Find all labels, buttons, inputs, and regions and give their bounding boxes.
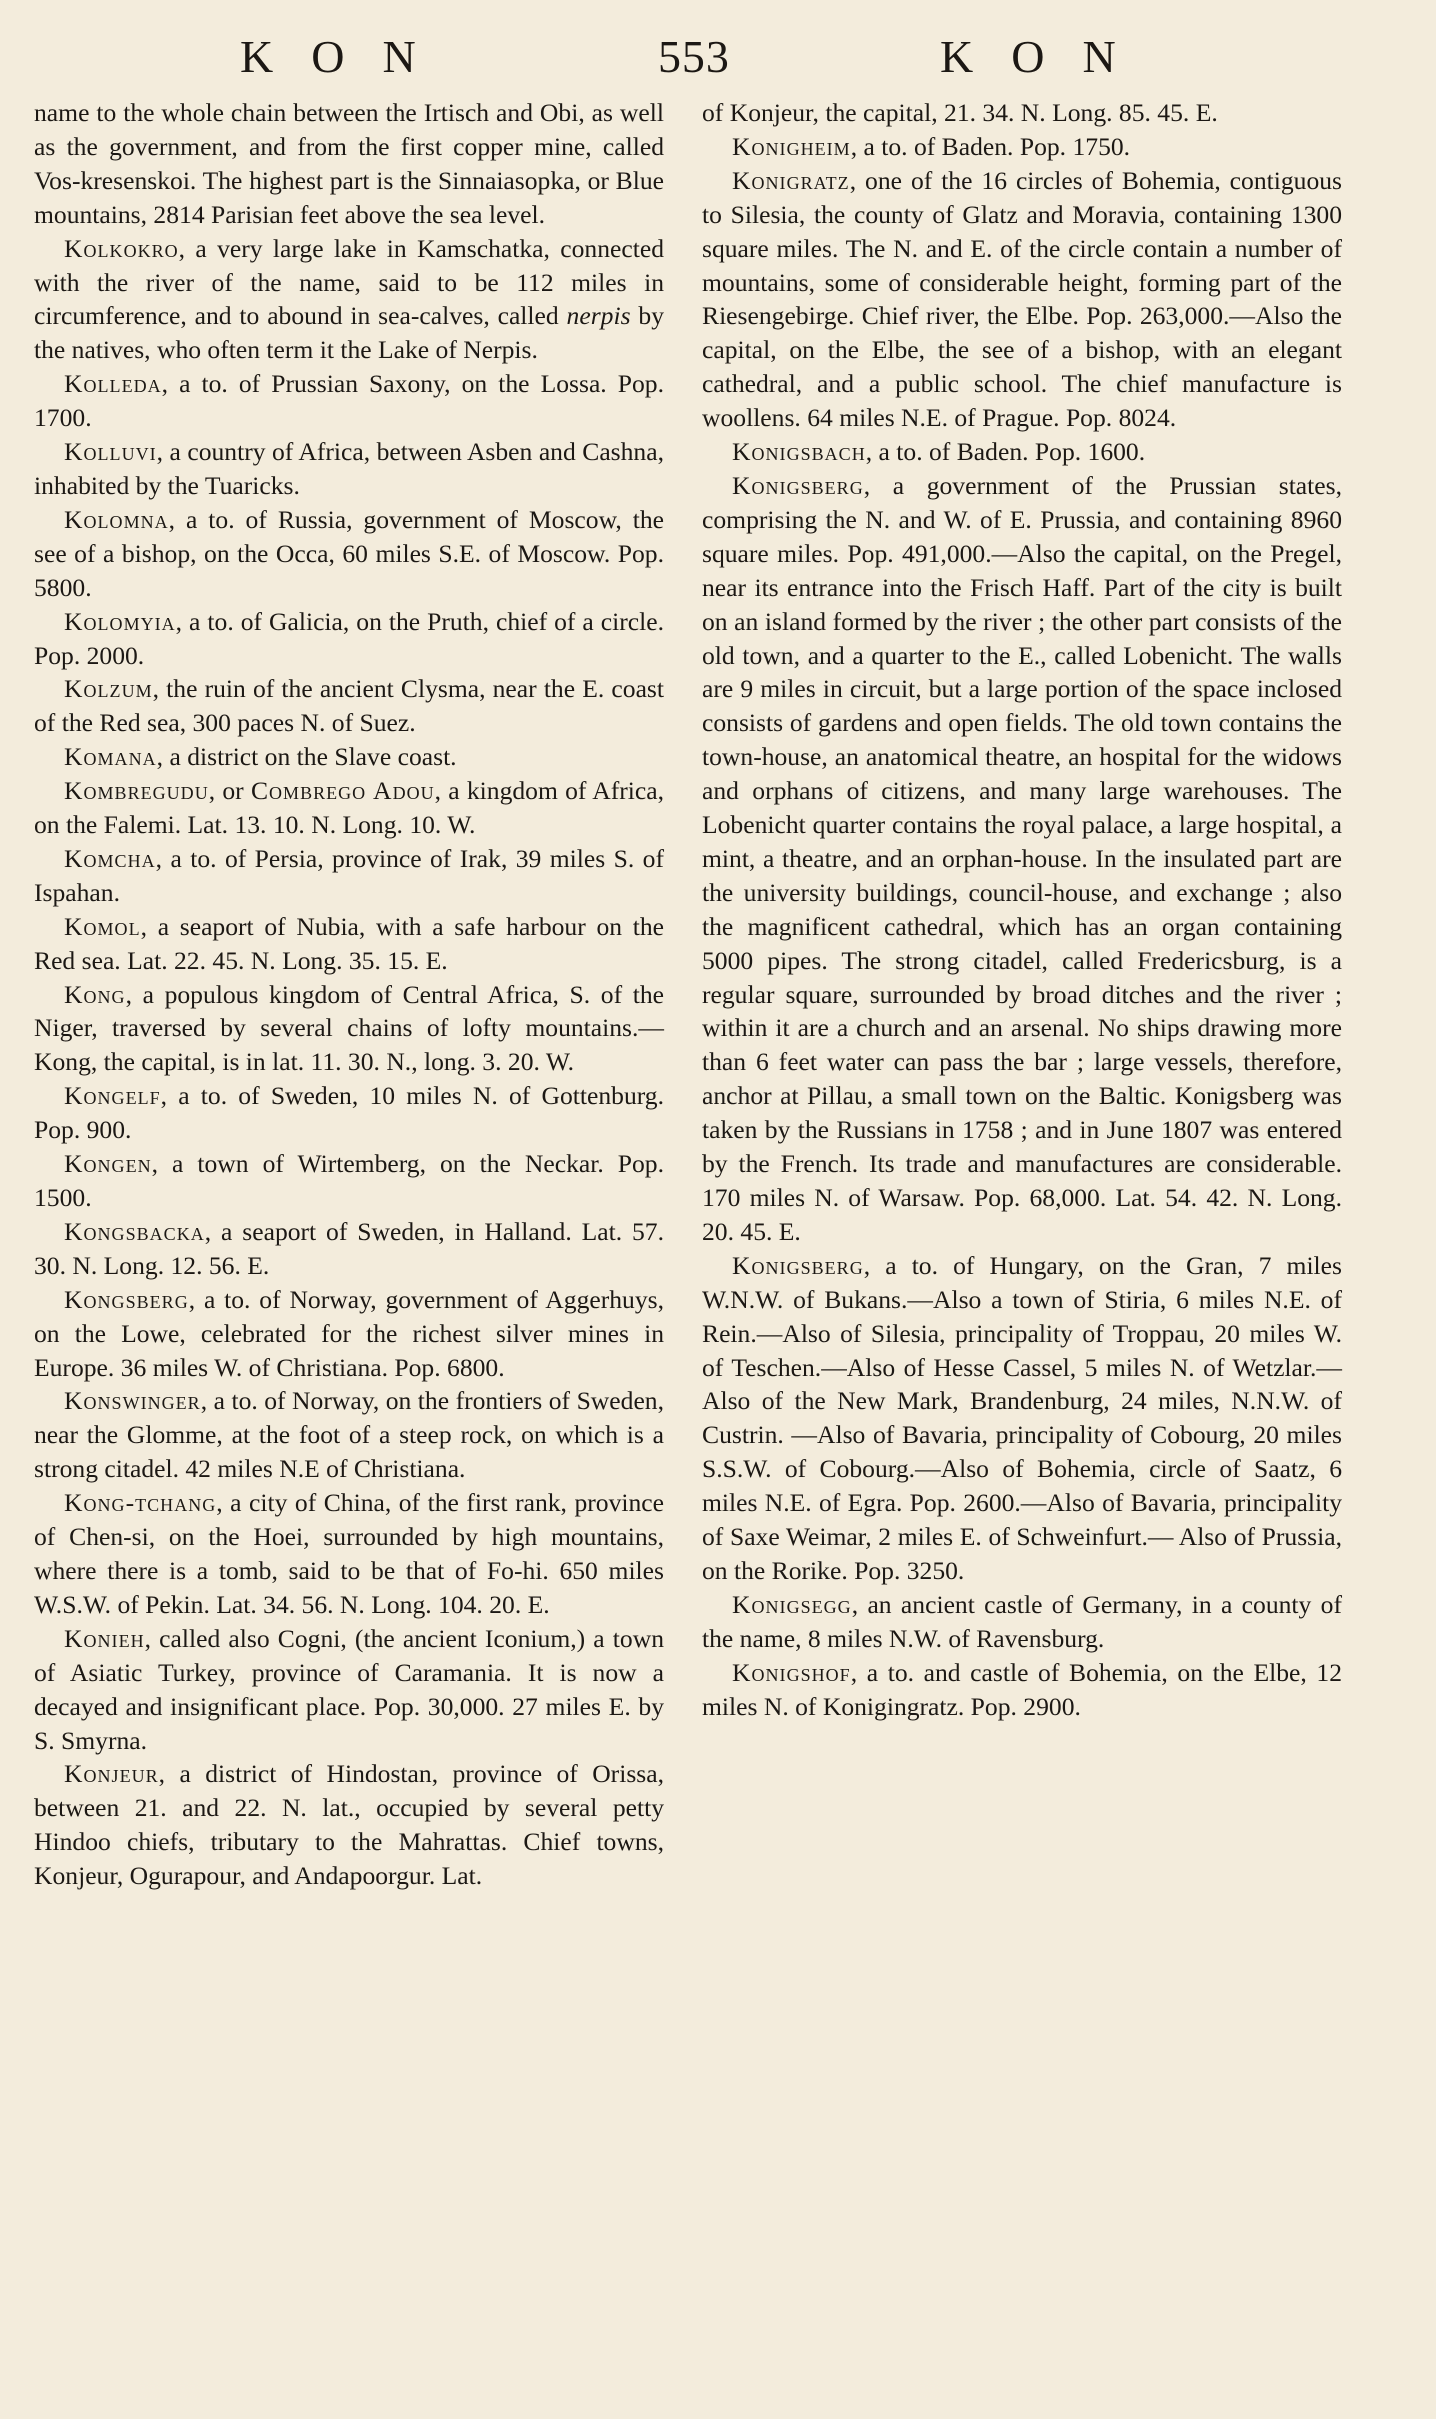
entry-text: , a district on the Slave coast. — [156, 742, 457, 772]
gazetteer-entry — [34, 910, 664, 978]
gazetteer-entry — [34, 978, 664, 1080]
gazetteer-entry — [34, 672, 664, 740]
entry-headword: Kolluvi — [64, 437, 157, 467]
entry-headword: Kolzum — [64, 674, 153, 704]
entry-text: , a city of China, of the first rank, province of Chen-si, on the Hoei, surrounded by high mountains, where there is a tomb, said to be that of Fo-hi. 650 miles W.S.W. of Pekin. Lat. 34. 56. N. Long. 104. 20. E. — [34, 1488, 664, 1619]
entry-headword: Komol — [64, 911, 141, 941]
entry-headword: Konswinger — [64, 1386, 201, 1416]
gazetteer-entry — [34, 740, 664, 774]
entry-headword: Konigshof — [732, 1657, 851, 1687]
entry-headword: Kongsbacka — [64, 1216, 205, 1246]
entry-text: , a to. of Baden. Pop. 1600. — [865, 437, 1146, 467]
gazetteer-entry — [34, 503, 664, 605]
entry-italic-term: nerpis — [566, 301, 631, 331]
gazetteer-entry — [34, 435, 664, 503]
entry-text: , a to. of Prussian Saxony, on the Lossa. Pop. 1700. — [34, 369, 664, 433]
entry-text: , a seaport of Sweden, in Halland. Lat. 57. 30. N. Long. 12. 56. E. — [34, 1216, 664, 1280]
header-left-guideword: KON — [240, 31, 454, 82]
entry-headword: Kolomna — [64, 504, 169, 534]
entry-text: , a town of Wirtemberg, on the Neckar. Pop. 1500. — [34, 1149, 664, 1212]
entry-text: , a to. and castle of Bohemia, on the Elbe, 12 miles N. of Konigingratz. Pop. 2900. — [702, 1657, 1342, 1721]
entry-text: , a seaport of Nubia, with a safe harbour on the Red sea. Lat. 22. 45. N. Long. 35. 15. E. — [34, 911, 664, 975]
gazetteer-entry — [34, 367, 664, 435]
entry-headword: Kolkokro — [64, 233, 179, 263]
entry-text: of Konjeur, the capital, 21. 34. N. Long. 85. 45. E. — [702, 98, 1218, 127]
entry-text: , a to. of Baden. Pop. 1750. — [850, 131, 1131, 161]
entry-headword: Kolomyia — [64, 606, 176, 636]
entry-headword: Konieh — [64, 1623, 145, 1653]
entry-headword: Konigsbach — [732, 437, 866, 467]
header-right-guideword: KON — [940, 31, 1154, 82]
running-header — [0, 30, 1436, 90]
entry-headword: Kolleda — [64, 369, 162, 399]
gazetteer-entry — [34, 605, 664, 673]
gazetteer-entry — [34, 1486, 664, 1622]
entry-text: , a to. of Russia, government of Moscow, the see of a bishop, on the Occa, 60 miles S.E. of Moscow. Pop. 5800. — [34, 504, 664, 602]
entry-headword: Kombregudu — [64, 776, 209, 806]
gazetteer-entry — [702, 1656, 1342, 1724]
gazetteer-entry — [702, 1249, 1342, 1588]
entry-text: , a government of the Prussian states, comprising the N. and W. of E. Prussia, and containing 8960 square miles. Pop. 491,000.—Also the capital, on the Pregel, near its entrance into the Frisch Haff. Part of the city is built on an island formed by the river ; the other part consists of the old town, and a quarter to the E., called Lobenicht. The walls are 9 miles in circuit, but a large portion of the space inclosed consists of gardens and open fields. The old town contains the town-house, an anatomical theatre, an hospital for the widows and orphans of citizens, and many large warehouses. The Lobenicht quarter contains the royal palace, a large hospital, a mint, a theatre, and an orphan-house. In the insulated part are the university buildings, council-house, and exchange ; also the magnificent cathedral, which has an organ containing 5000 pipes. The strong citadel, called Fredericsburg, is a regular square, surrounded by broad ditches and the river ; within it are a church and an arsenal. No ships drawing more than 6 feet water can pass the bar ; large vessels, therefore, anchor at Pillau, a small town on the Baltic. Konigsberg was taken by the Russians in 1758 ; and in June 1807 was entered by the French. Its trade and manufactures are considerable. 170 miles N. of Warsaw. Pop. 68,000. Lat. 54. 42. N. Long. 20. 45. E. — [702, 470, 1342, 1246]
entry-text: , an ancient castle of Germany, in a county of the name, 8 miles N.W. of Ravensburg. — [702, 1589, 1342, 1653]
entry-text: , or — [208, 776, 251, 806]
gazetteer-entry — [702, 130, 1342, 164]
entry-headword: Konigsberg — [732, 1250, 864, 1280]
gazetteer-entry — [702, 164, 1342, 435]
entry-text: , a to. of Sweden, 10 miles N. of Gottenburg. Pop. 900. — [34, 1081, 664, 1145]
gazetteer-entry — [702, 469, 1342, 1249]
left-column — [34, 96, 664, 1893]
entry-text: , a to. of Norway, on the frontiers of Sweden, near the Glomme, at the foot of a steep rock, on which is a strong citadel. 42 miles N.E of Christiana. — [34, 1386, 664, 1484]
entry-text: , a to. of Hungary, on the Gran, 7 miles W.N.W. of Bukans.—Also a town of Stiria, 6 miles N.E. of Rein.—Also of Silesia, principality of Troppau, 20 miles W. of Teschen.—Also of Hesse Cassel, 5 miles N. of Wetzlar.—Also of the New Mark, Brandenburg, 24 miles, N.N.W. of Custrin. —Also of Bavaria, principality of Cobourg, 20 miles S.S.W. of Cobourg.—Also of Bohemia, circle of Saatz, 6 miles N.E. of Egra. Pop. 2600.—Also of Bavaria, principality of Saxe Weimar, 2 miles E. of Schweinfurt.— Also of Prussia, on the Rorike. Pop. 3250. — [702, 1250, 1342, 1585]
gazetteer-entry — [34, 1147, 664, 1215]
entry-headword: Kongelf — [64, 1081, 161, 1111]
entry-headword: Kong-tchang — [64, 1488, 217, 1518]
entry-text: name to the whole chain between the Irtisch and Obi, as well as the government, and from the first copper mine, called Vos-kresenskoi. The highest part is the Sinnaiasopka, or Blue mountains, 2814 Parisian feet above the sea level. — [34, 98, 664, 229]
gazetteer-entry — [34, 1215, 664, 1283]
gazetteer-entry — [34, 1079, 664, 1147]
right-column — [702, 96, 1342, 1724]
entry-text: , a country of Africa, between Asben and Cashna, inhabited by the Tuaricks. — [34, 437, 664, 500]
entry-text: , a very large lake in Kamschatka, connected with the river of the name, said to be 112 miles in circumference, and to abound in sea-calves, called — [34, 233, 664, 331]
entry-text: , a to. of Norway, government of Aggerhuys, on the Lowe, celebrated for the richest silver mines in Europe. 36 miles W. of Christiana. Pop. 6800. — [34, 1284, 664, 1382]
entry-headword: Konigheim — [732, 131, 851, 161]
gazetteer-entry — [34, 842, 664, 910]
gazetteer-entry — [34, 1384, 664, 1486]
gazetteer-entry — [34, 1283, 664, 1385]
gazetteer-entry — [34, 1622, 664, 1758]
page-number: 553 — [658, 31, 730, 82]
entry-headword: Komana — [64, 742, 157, 772]
gazetteer-entry — [702, 435, 1342, 469]
entry-text: , a to. of Persia, province of Irak, 39 miles S. of Ispahan. — [34, 843, 664, 907]
entry-headword: Kongen — [64, 1149, 152, 1179]
entry-text: , a populous kingdom of Central Africa, S. of the Niger, traversed by several chains of lofty mountains.—Kong, the capital, is in lat. 11. 30. N., long. 3. 20. W. — [34, 979, 664, 1077]
gazetteer-entry — [34, 774, 664, 842]
entry-headword: Kong — [64, 979, 126, 1009]
entry-headword: Konigsegg — [732, 1589, 852, 1619]
entry-text: , the ruin of the ancient Clysma, near the E. coast of the Red sea, 300 paces N. of Suez. — [34, 674, 664, 738]
entry-headword: Kongsberg — [64, 1284, 189, 1314]
gazetteer-entry — [34, 96, 664, 232]
entry-headword: Konigratz — [732, 165, 850, 195]
entry-headword: Komcha — [64, 843, 156, 873]
entry-text: , called also Cogni, (the ancient Iconium,) a town of Asiatic Turkey, province of Caramania. It is now a decayed and insignificant place. Pop. 30,000. 27 miles E. by S. Smyrna. — [34, 1623, 664, 1755]
gazetteer-entry — [34, 232, 664, 368]
gazetteer-entry — [34, 1757, 664, 1893]
entry-headword: Konjeur — [64, 1759, 159, 1789]
gazetteer-entry — [702, 1588, 1342, 1656]
gazetteer-entry — [702, 96, 1342, 130]
entry-text: , a district of Hindostan, province of Orissa, between 21. and 22. N. lat., occupied by several petty Hindoo chiefs, tributary to the Mahrattas. Chief towns, Konjeur, Ogurapour, and Andapoorgur. Lat. — [34, 1759, 664, 1891]
entry-text-continued: by the natives, who often term it the Lake of Nerpis. — [34, 301, 664, 365]
entry-text-continued: , a kingdom of Africa, on the Falemi. Lat. 13. 10. N. Long. 10. W. — [34, 776, 665, 840]
entry-text: , one of the 16 circles of Bohemia, contiguous to Silesia, the county of Glatz and Moravia, containing 1300 square miles. The N. and E. of the circle contain a number of mountains, some of considerable height, forming part of the Riesengebirge. Chief river, the Elbe. Pop. 263,000.—Also the capital, on the Elbe, the see of a bishop, with an elegant cathedral, and a public school. The chief manufacture is woollens. 64 miles N.E. of Prague. Pop. 8024. — [702, 165, 1342, 433]
entry-headword-alt: Combrego Adou — [250, 776, 435, 806]
entry-text: , a to. of Galicia, on the Pruth, chief of a circle. Pop. 2000. — [34, 606, 664, 670]
entry-headword: Konigsberg — [732, 470, 864, 500]
